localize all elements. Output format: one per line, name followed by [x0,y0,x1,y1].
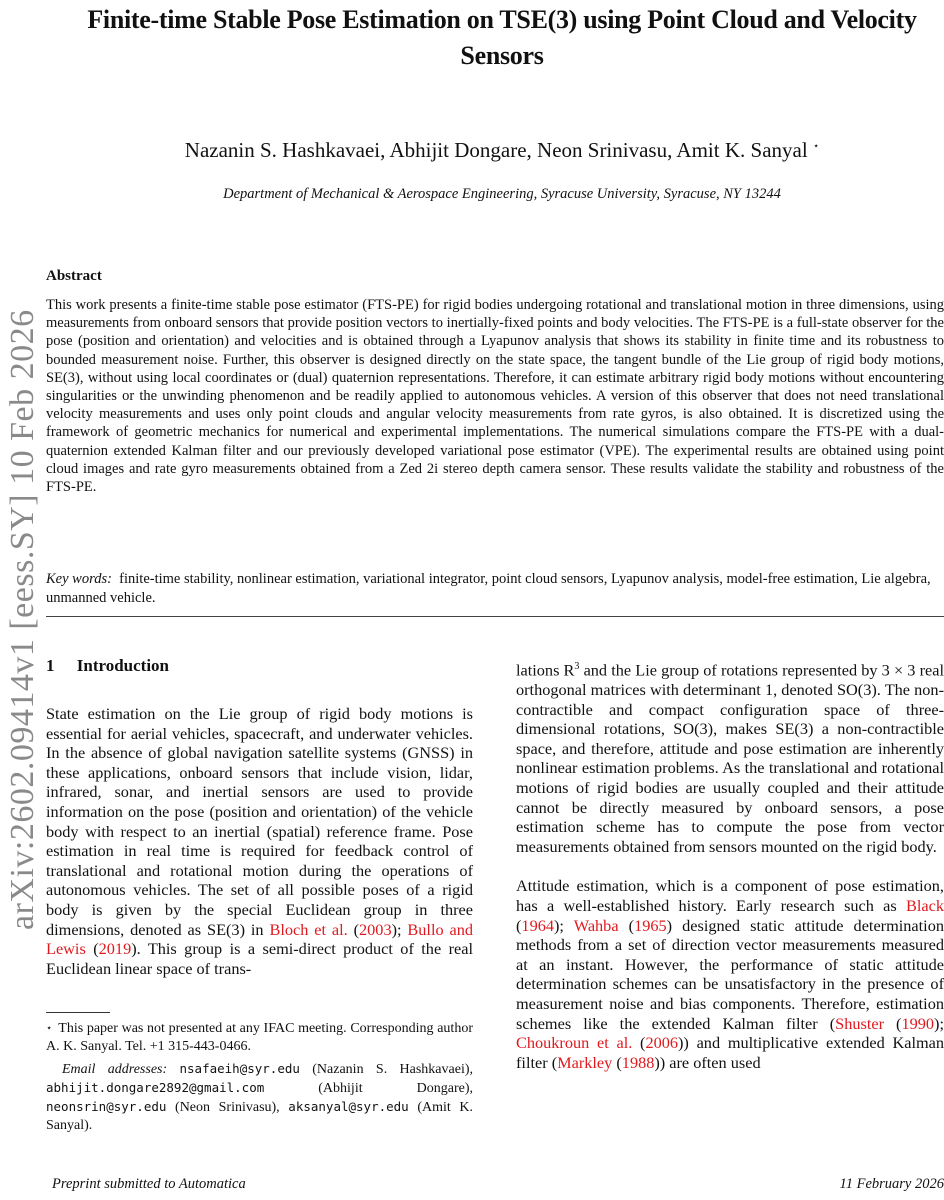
email-link[interactable]: abhijit.dongare2892@gmail.com [46,1080,265,1095]
footer-preprint-note: Preprint submitted to Automatica [52,1176,246,1192]
keywords-text: finite-time stability, nonlinear estimation, variational integrator, point cloud sensors, Lyapunov analysis, model-free estimation, Lie algebra, unmanned vehicle. [46,571,931,606]
authors-text: Nazanin S. Hashkavaei, Abhijit Dongare, Neon Srinivasu, Amit K. Sanyal [184,138,808,162]
citation-year-link[interactable]: 2006 [645,1033,679,1053]
author-list [60,134,944,163]
text-run: ( [516,915,522,935]
paper-title-text: Finite-time Stable Pose Estimation on TSE(3) using Point Cloud and Velocity Sensors [87,5,917,70]
text-run: ( [85,939,99,959]
section-number: 1 [46,656,55,675]
text-run: ). This group is a semi-direct product of the real Euclidean linear space of trans- [46,939,473,978]
footnote-star: ⋆ [46,1023,53,1034]
email-owner: (Amit K. Sanyal). [46,1100,473,1133]
footnote [46,1020,473,1135]
citation-link[interactable]: Markley [557,1052,613,1072]
email-owner: (Abhijit Dongare), [264,1081,473,1096]
superscript: 3 [574,661,580,672]
right-column [516,657,944,1072]
abstract-body: This work presents a finite-time stable pose estimator (FTS-PE) for rigid bodies undergoing rotational and translational motion in three dimensions, using measurements from onboard sensors that provide position vectors to inertially-fixed points and body velocities. The FTS-PE is a full-state observer for the pose (position and orientation) and velocities and is obtained through a Lyapunov analysis that shows its stability in finite time and its robustness to bounded measurement noise. Further, this observer is designed directly on the state space, the tangent bundle of the Lie group of rigid body motions, SE(3), without using local coordinates or (dual) quaternion representations. Therefore, it can estimate arbitrary rigid body motions without encountering singularities or the unwinding phenomenon and be readily applied to autonomous vehicles. A version of this observer that does not need translational velocity measurements and uses only point clouds and angular velocity measurements from rate gyros, is also obtained. It is discretized using the framework of geometric mechanics for numerical and experimental implementations. The numerical simulations compare the FTS-PE with a dual-quaternion extended Kalman filter and our previously developed variational pose estimator (VPE). The experimental results are obtained using point cloud images and rate gyro measurements obtained from a Zed 2i stereo depth camera sensor. These results validate the stability and robustness of the FTS-PE. [46,297,944,496]
author-footnote-mark[interactable]: ⋆ [812,141,820,152]
citation-link[interactable]: Black [906,895,944,915]
text-run: and the Lie group of rotations represented by 3 × 3 real orthogonal matrices with determinant 1, denoted SO(3). The non-contractible and compact configuration space of three-dimensional rotations, SO(3), makes SE(3) a non-contractible space, and therefore, attitude and pose estimation are inherently nonlinear estimation problems. As the translational and rotational motions of rigid bodies are usually coupled and their attitude cannot be directly measured by onboard sensors, a pose estimation scheme has to compute the pose from vector measurements obtained from sensors mounted on the rigid body. [516,660,944,856]
citation-year-link[interactable]: 2003 [359,919,392,939]
email-owner: (Neon Srinivasu), [166,1100,289,1115]
email-link[interactable]: neonsrin@syr.edu [46,1099,167,1114]
abstract-divider [46,616,944,617]
citation-year-link[interactable]: 1965 [634,915,667,935]
left-column [46,704,473,978]
keywords-label: Key words: [46,571,112,587]
text-run: ( [347,919,360,939]
affiliation: Department of Mechanical & Aerospace Engineering, Syracuse University, Syracuse, NY 13244 [223,186,781,202]
email-label: Email addresses: [62,1062,168,1077]
email-link[interactable]: aksanyal@syr.edu [288,1099,409,1114]
intro-paragraph-1 [46,704,473,978]
text-run: ) designed static attitude determination methods from a set of direction vector measurements measured at an instant. However, the performance of static attitude determination schemes can be unsatisfactory in the presence of measurement noise and bias components. Therefore, estimation schemes like the extended Kalman filter ( [516,915,944,1033]
citation-link[interactable]: Wahba [573,915,619,935]
citation-link[interactable]: Bloch et al. [269,919,348,939]
text-run: ( [884,1013,902,1033]
citation-year-link[interactable]: 1990 [901,1013,935,1033]
email-link[interactable]: nsafaeih@syr.edu [179,1061,300,1076]
text-run: ( [618,915,635,935]
citation-link[interactable]: Bullo and Lewis [46,919,474,959]
footer-date: 11 February 2026 [839,1176,944,1192]
footnote-note [46,1020,473,1056]
intro-paragraph-2 [516,657,944,856]
text-run: ); [934,1013,944,1033]
section-heading-introduction [46,656,169,676]
text-run: ); [391,919,408,939]
text-run: )) and multiplicative extended Kalman filter ( [516,1033,944,1072]
footnote-emails [46,1060,473,1135]
citation-year-link[interactable]: 2019 [98,939,132,959]
citation-year-link[interactable]: 1988 [621,1052,655,1072]
abstract-heading: Abstract [46,268,102,284]
footnote-text: This paper was not presented at any IFAC meeting. Corresponding author A. K. Sanyal. Tel. +1 315-443-0466. [46,1021,473,1054]
text-run: ( [632,1033,646,1053]
citation-link[interactable]: Shuster [835,1013,884,1033]
section-title: Introduction [76,656,170,675]
keywords [46,570,944,608]
citation-year-link[interactable]: 1964 [521,915,554,935]
citation-link[interactable]: Choukroun et al. [516,1033,633,1053]
email-owner: (Nazanin S. Hashkavaei), [299,1062,473,1077]
text-run: ( [612,1052,622,1072]
text-run: Attitude estimation, which is a component of pose estimation, has a well-established history. Early research such as [516,876,944,915]
arxiv-identifier-stamp: arXiv:2602.09414v1 [eess.SY] 10 Feb 2026 [4,309,41,930]
footnote-divider [46,1012,110,1013]
intro-paragraph-3 [516,876,944,1072]
text-run: ); [553,915,574,935]
text-run: State estimation on the Lie group of rigid body motions is essential for aerial vehicles, spacecraft, and underwater vehicles. In the absence of global navigation satellite systems (GNSS) in these applications, onboard sensors that include vision, lidar, infrared, sonar, and inertial sensors are used to provide information on the pose (position and orientation) of the vehicle body with respect to an inertial (spatial) reference frame. Pose estimation in real time is required for feedback control of translational and rotational motion during the operations of autonomous vehicles. The set of all possible poses of a rigid body is given by the special Euclidean group in three dimensions, denoted as SE(3) in [46,704,473,939]
paper-title [60,2,944,74]
text-run: lations R [516,660,575,680]
text-run: )) are often used [654,1052,761,1072]
